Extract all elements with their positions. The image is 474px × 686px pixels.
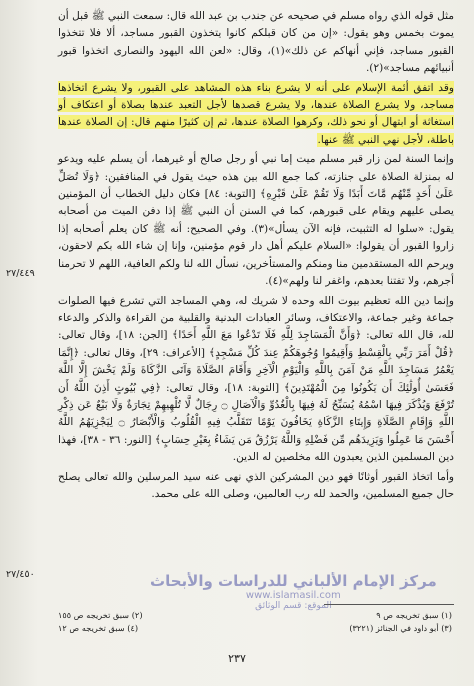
footnote: (٤) سبق تخريجه ص ١٢ (58, 623, 139, 633)
text-segment: مثل قوله الذي رواه مسلم في صحيحه عن جندب بن عبد الله قال: سمعت النبي ﷺ قبل أن يموت بخمس وهو يقول: «إن من كان قبلكم كانوا يتخذون القبور مساجد، ألا فلا تتخذوا القبور مساجد، فإني أنهاكم عن ذلك»(١)، وقال: «لعن الله اليهود والنصارى اتخذوا قبور أنبيائهم مساجد»(٢). (58, 10, 454, 75)
footnote: (١) سبق تخريجه ص ٩ (376, 610, 452, 620)
footnote: (٣) أبو داود في الجنائز (٣٢٢١) (349, 623, 452, 633)
text-segment: وأما اتخاذ القبور أوثانًا فهو دين المشركين الذي نهى عنه سيد المرسلين والله تعالى يصلح حال جميع المسلمين، والحمد لله رب العالمين، وصلى الله على محمد. (58, 470, 454, 500)
footnotes (58, 609, 452, 635)
paragraph (58, 469, 454, 504)
text-segment: وإنما السنة لمن زار قبر مسلم ميت إما نبي أو رجل صالح أو غيرهما، أن يسلم عليه ويدعو له بمنزلة الصلاة على جنازته، كما جمع الله بين هذه حيث يقول في المنافقين: ﴿وَلَا تُصَلِّ عَلَىٰ أَحَدٍ مِّنْهُم مَّاتَ أَبَدًا وَلَا تَقُمْ عَلَىٰ قَبْرِهِ﴾ [التوبة: ٨٤] فكان دليل الخطاب أن المؤمنين يصلى عليهم ويقام على قبورهم، كما في السنن أن النبي ﷺ إذا دفن الميت من أصحابه يقول: «سلوا له التثبيت، فإنه الآن يسأل»(٣). وفي الصحيح: أنه ﷺ كان يعلم أصحابه إذا زاروا القبور أن يقولوا: «السلام عليكم أهل دار قوم مؤمنين، وإنا إن شاء الله بكم لاحقون، ويرحم الله المستقدمين منا ومنكم والمستأخرين، نسأل الله لنا ولكم العافية، اللهم لا تحرمنا أجرهم، ولا تفتنا بعدهم، واغفر لنا ولهم»(٤). (58, 153, 454, 288)
paragraph (58, 151, 454, 290)
watermark-url: www.islamasil.com (245, 590, 341, 601)
margin-reference: ٢٧/٤٤٩ (6, 268, 35, 279)
paragraph (58, 8, 454, 78)
page-number: ٢٣٧ (228, 652, 246, 665)
highlighted-segment: وقد اتفق أئمة الإسلام على أنه لا يشرع بناء هذه المشاهد على القبور، ولا يشرع اتخاذها مساجد، ولا يشرع الصلاة عندها، ولا يشرع قصدها لأجل التعبد عندها بصلاة أو اعتكاف أو استغاثة أو ابتهال أو نحو ذلك، وكرهوا الصلاة عندها، ثم إن كثيرًا منهم قال: إن الصلاة عندها باطلة، لأجل نهي النبي ﷺ عنها. (58, 81, 454, 146)
footnote-row (58, 622, 452, 635)
watermark (150, 572, 437, 611)
watermark-title: مركز الإمام الألباني للدراسات والأبحاث (150, 572, 437, 590)
text-segment: وإنما دين الله تعظيم بيوت الله وحده لا شريك له، وهي المساجد التي تشرع فيها الصلوات جماعة وغير جماعة، والاعتكاف، وسائر العبادات البدنية والقلبية من القراءة والذكر والدعاء لله، قال الله تعالى: ﴿وَأَنَّ الْمَسَاجِدَ لِلَّهِ فَلَا تَدْعُوا مَعَ اللَّهِ أَحَدًا﴾ [الجن: ١٨]، وقال تعالى: ﴿قُلْ أَمَرَ رَبِّي بِالْقِسْطِ وَأَقِيمُوا وُجُوهَكُمْ عِندَ كُلِّ مَسْجِدٍ﴾ [الأعراف: ٢٩]، وقال تعالى: ﴿إِنَّمَا يَعْمُرُ مَسَاجِدَ اللَّهِ مَنْ آمَنَ بِاللَّهِ وَالْيَوْمِ الْآخِرِ وَأَقَامَ الصَّلَاةَ وَآتَى الزَّكَاةَ وَلَمْ يَخْشَ إِلَّا اللَّهَ فَعَسَىٰ أُولَٰئِكَ أَن يَكُونُوا مِنَ الْمُهْتَدِينَ﴾ [التوبة: ١٨]، وقال تعالى: ﴿فِي بُيُوتٍ أَذِنَ اللَّهُ أَن تُرْفَعَ وَيُذْكَرَ فِيهَا اسْمُهُ يُسَبِّحُ لَهُ فِيهَا بِالْغُدُوِّ وَالْآصَالِ ۝ رِجَالٌ لَّا تُلْهِيهِمْ تِجَارَةٌ وَلَا بَيْعٌ عَن ذِكْرِ اللَّهِ وَإِقَامِ الصَّلَاةِ وَإِيتَاءِ الزَّكَاةِ يَخَافُونَ يَوْمًا تَتَقَلَّبُ فِيهِ الْقُلُوبُ وَالْأَبْصَارُ ۝ لِيَجْزِيَهُمُ اللَّهُ أَحْسَنَ مَا عَمِلُوا وَيَزِيدَهُم مِّن فَضْلِهِ وَاللَّهُ يَرْزُقُ مَن يَشَاءُ بِغَيْرِ حِسَابٍ﴾ [النور: ٣٦ - ٣٨]، فهذا دين المسلمين الذين يعبدون الله مخلصين له الدين. (58, 294, 454, 464)
footnote-rule (324, 604, 454, 605)
highlighted-paragraph (58, 80, 454, 150)
footnote-row (58, 609, 452, 622)
main-text (58, 8, 454, 505)
footnote: (٢) سبق تخريجه ص ١٥٥ (58, 610, 143, 620)
paragraph (58, 293, 454, 467)
watermark-dept: الموقع: قسم الوثائق (255, 601, 332, 611)
margin-reference: ٢٧/٤٥٠ (6, 569, 35, 580)
